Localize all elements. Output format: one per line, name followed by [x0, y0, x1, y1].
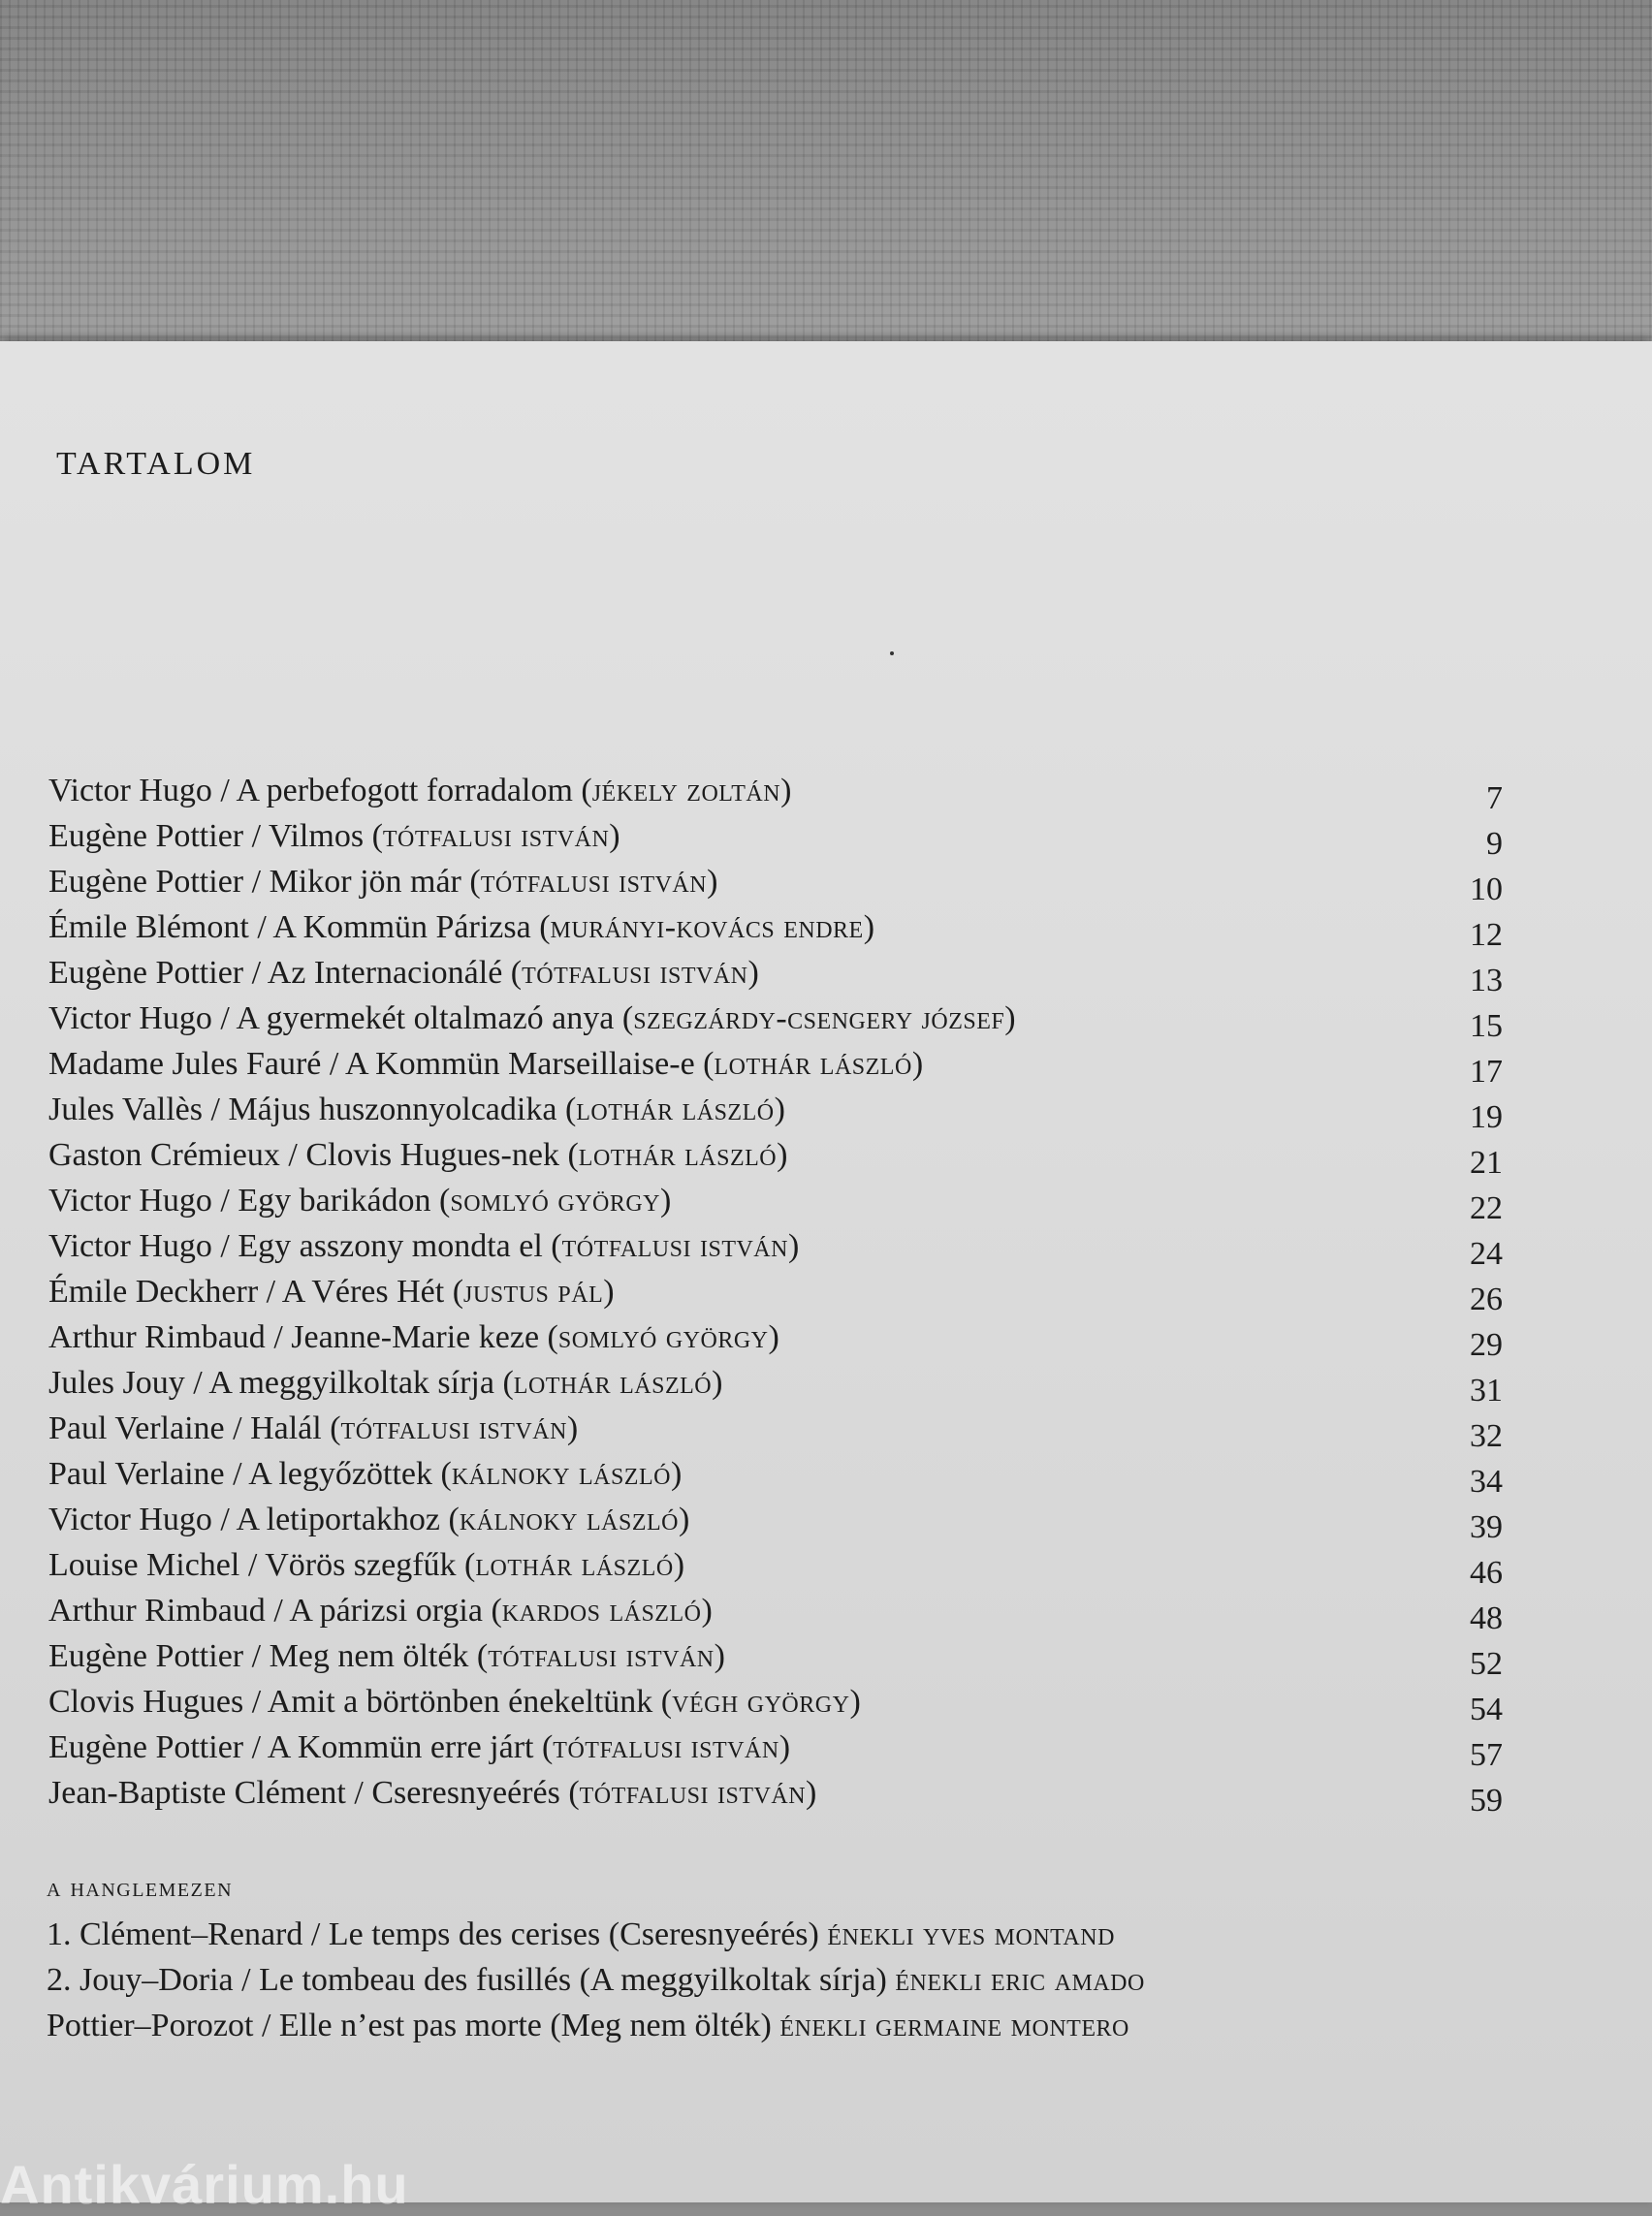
toc-title: Egy asszony mondta el [238, 1228, 543, 1264]
toc-translator: tótfalusi istván [553, 1729, 779, 1765]
toc-row [48, 1132, 1503, 1181]
toc-entry: Eugène Pottier / Az Internacionálé (tótfalusi istván) [48, 955, 759, 991]
toc-translator: kardos lászló [501, 1593, 702, 1629]
track-title: Le tombeau des fusillés (A meggyilkoltak sírja) [259, 1962, 887, 1998]
toc-entry: Victor Hugo / A letiportakhoz (kálnoky lászló) [48, 1502, 690, 1537]
toc-translator: tótfalusi istván [340, 1410, 567, 1446]
toc-entry: Jules Jouy / A meggyilkoltak sírja (lothár lászló) [48, 1365, 723, 1401]
toc-author: Arthur Rimbaud [48, 1593, 266, 1629]
toc-title: A legyőzöttek [248, 1456, 432, 1492]
toc-translator: lothár lászló [714, 1046, 912, 1082]
toc-translator: kálnoky lászló [459, 1502, 679, 1537]
toc-title: A párizsi orgia [289, 1593, 483, 1629]
toc-author: Victor Hugo [48, 1228, 212, 1264]
toc-entry: Paul Verlaine / Halál (tótfalusi istván) [48, 1410, 579, 1446]
toc-translator: murányi-kovács endre [550, 909, 864, 945]
toc-entry: Victor Hugo / Egy asszony mondta el (tótfalusi istván) [48, 1228, 800, 1264]
toc-translator: lothár lászló [578, 1137, 778, 1173]
toc-author: Gaston Crémieux [48, 1137, 280, 1173]
toc-author: Arthur Rimbaud [48, 1319, 266, 1355]
track-composers: Clément–Renard [79, 1916, 303, 1952]
toc-entry: Victor Hugo / A gyermekét oltalmazó anya (szegzárdy-csengery józsef) [48, 1000, 1016, 1036]
record-track: 2. Jouy–Doria / Le tombeau des fusillés (A meggyilkoltak sírja) énekli eric amado [47, 1962, 1145, 1998]
toc-title: A Kommün Párizsa [272, 909, 531, 945]
toc-entry: Émile Deckherr / A Véres Hét (justus pál) [48, 1274, 615, 1310]
toc-entry: Eugène Pottier / Meg nem ölték (tótfalusi istván) [48, 1638, 725, 1674]
toc-translator: végh györgy [672, 1684, 850, 1720]
toc-page-number: 15 [1470, 1008, 1503, 1044]
toc-row [48, 1360, 1503, 1409]
toc-translator: tótfalusi istván [561, 1228, 788, 1264]
toc-row [48, 1451, 1503, 1500]
toc-page-number: 24 [1470, 1236, 1503, 1272]
toc-row [48, 1087, 1503, 1135]
toc-entry: Jean-Baptiste Clément / Cseresnyeérés (tótfalusi istván) [48, 1775, 817, 1811]
toc-page-number: 54 [1470, 1692, 1503, 1727]
book-page [0, 341, 1652, 2215]
toc-entry: Paul Verlaine / A legyőzöttek (kálnoky lászló) [48, 1456, 683, 1492]
toc-translator: kálnoky lászló [451, 1456, 671, 1492]
toc-page-number: 17 [1470, 1054, 1503, 1090]
record-heading: a hanglemezen [47, 1873, 234, 1903]
toc-title: A perbefogott forradalom [236, 773, 573, 808]
toc-row [48, 996, 1503, 1044]
toc-page-number: 57 [1470, 1737, 1503, 1773]
toc-translator: tótfalusi istván [488, 1638, 715, 1674]
track-performer: énekli germaine montero [779, 2008, 1129, 2043]
toc-title: Amit a börtönben énekeltünk [267, 1684, 653, 1720]
toc-entry: Émile Blémont / A Kommün Párizsa (murányi-kovács endre) [48, 909, 875, 945]
toc-title: Az Internacionálé [267, 955, 503, 991]
toc-page-number: 48 [1470, 1600, 1503, 1636]
background-surface [0, 0, 1652, 349]
toc-page-number: 39 [1470, 1509, 1503, 1545]
toc-entry: Eugène Pottier / Vilmos (tótfalusi istván) [48, 818, 620, 854]
record-track: 1. Clément–Renard / Le temps des cerises (Cseresnyeérés) énekli yves montand [47, 1916, 1115, 1952]
toc-title: A Kommün erre járt [267, 1729, 534, 1765]
toc-row [48, 1588, 1503, 1636]
toc-title: Egy barikádon [238, 1183, 431, 1219]
toc-author: Paul Verlaine [48, 1456, 225, 1492]
track-composers: Pottier–Porozot [47, 2008, 254, 2043]
toc-page-number: 32 [1470, 1418, 1503, 1454]
toc-entry: Clovis Hugues / Amit a börtönben énekeltünk (végh györgy) [48, 1684, 861, 1720]
track-number: 2. [47, 1962, 72, 1998]
toc-entry: Arthur Rimbaud / Jeanne-Marie keze (somlyó györgy) [48, 1319, 779, 1355]
toc-translator: lothár lászló [513, 1365, 713, 1401]
toc-row [48, 1497, 1503, 1545]
toc-author: Victor Hugo [48, 1502, 212, 1537]
toc-translator: somlyó györgy [450, 1183, 660, 1219]
toc-page-number: 10 [1470, 871, 1503, 907]
toc-entry: Victor Hugo / Egy barikádon (somlyó györgy) [48, 1183, 672, 1219]
track-title: Le temps des cerises (Cseresnyeérés) [328, 1916, 819, 1952]
toc-entry: Victor Hugo / A perbefogott forradalom (jékely zoltán) [48, 773, 792, 808]
toc-translator: tótfalusi istván [382, 818, 610, 854]
print-speck [890, 651, 894, 655]
toc-page-number: 22 [1470, 1190, 1503, 1226]
toc-title: A meggyilkoltak sírja [208, 1365, 494, 1401]
record-section [47, 1873, 1501, 2048]
watermark: Antikvárium.hu [0, 2154, 409, 2215]
toc-title: A gyermekét oltalmazó anya [236, 1000, 615, 1036]
toc-translator: somlyó györgy [557, 1319, 769, 1355]
toc-title: Jeanne-Marie keze [291, 1319, 540, 1355]
toc-translator: jékely zoltán [591, 773, 781, 808]
toc-page-number: 31 [1470, 1373, 1503, 1409]
toc-page-number: 13 [1470, 963, 1503, 998]
toc-author: Clovis Hugues [48, 1684, 244, 1720]
track-number: 1. [47, 1916, 72, 1952]
toc-translator: tótfalusi istván [522, 955, 748, 991]
toc-author: Victor Hugo [48, 1000, 212, 1036]
toc-author: Jules Jouy [48, 1365, 185, 1401]
toc-row [48, 950, 1503, 996]
toc-author: Émile Blémont [48, 909, 249, 945]
toc-translator: szegzárdy-csengery józsef [633, 1000, 1005, 1036]
toc-page-number: 34 [1470, 1464, 1503, 1500]
toc-page-number: 26 [1470, 1282, 1503, 1317]
toc-translator: lothár lászló [576, 1092, 775, 1127]
toc-author: Victor Hugo [48, 773, 212, 808]
toc-author: Madame Jules Fauré [48, 1046, 322, 1082]
toc-row [48, 1314, 1503, 1363]
toc-author: Paul Verlaine [48, 1410, 225, 1446]
toc-entry: Madame Jules Fauré / A Kommün Marseillaise-e (lothár lászló) [48, 1046, 924, 1082]
toc-row [48, 813, 1503, 862]
page-title: TARTALOM [56, 446, 256, 482]
toc-title: Május huszonnyolcadika [228, 1092, 557, 1127]
toc-title: Vörös szegfűk [265, 1547, 457, 1583]
track-performer: énekli eric amado [895, 1962, 1145, 1998]
toc-row [48, 1633, 1503, 1682]
toc-row [48, 768, 1503, 816]
toc-translator: justus pál [463, 1274, 604, 1310]
track-composers: Jouy–Doria [79, 1962, 234, 1998]
toc-page-number: 12 [1470, 917, 1503, 953]
toc-title: A letiportakhoz [236, 1502, 441, 1537]
toc-row [48, 1770, 1503, 1819]
toc-title: A Kommün Marseillaise-e [344, 1046, 695, 1082]
toc-page-number: 9 [1486, 826, 1503, 862]
toc-author: Eugène Pottier [48, 1638, 244, 1674]
toc-author: Eugène Pottier [48, 864, 244, 900]
toc-page-number: 21 [1470, 1145, 1503, 1181]
toc-row [48, 1041, 1503, 1090]
toc-title: Meg nem ölték [269, 1638, 469, 1674]
toc-author: Eugène Pottier [48, 818, 244, 854]
toc-translator: tótfalusi istván [480, 864, 708, 900]
toc-row [48, 904, 1503, 953]
toc-author: Eugène Pottier [48, 955, 244, 991]
toc-entry: Arthur Rimbaud / A párizsi orgia (kardos lászló) [48, 1593, 713, 1629]
toc-title: A Véres Hét [281, 1274, 445, 1310]
toc-row [48, 1223, 1503, 1272]
toc-row [48, 1725, 1503, 1773]
toc-page-number: 59 [1470, 1783, 1503, 1819]
toc-row [48, 1269, 1503, 1317]
toc-title: Mikor jön már [269, 864, 461, 900]
table-of-contents [48, 768, 1503, 1819]
toc-row [48, 859, 1503, 907]
toc-row [48, 1406, 1503, 1454]
track-list [47, 1912, 1501, 2048]
toc-entry: Gaston Crémieux / Clovis Hugues-nek (lothár lászló) [48, 1137, 788, 1173]
toc-entry: Eugène Pottier / Mikor jön már (tótfalusi istván) [48, 864, 718, 900]
toc-author: Jules Vallès [48, 1092, 203, 1127]
toc-title: Cseresnyeérés [371, 1775, 560, 1811]
toc-row [48, 1542, 1503, 1591]
record-track: Pottier–Porozot / Elle n’est pas morte (Meg nem ölték) énekli germaine montero [47, 2008, 1129, 2043]
toc-row [48, 1178, 1503, 1226]
track-performer: énekli yves montand [827, 1916, 1115, 1952]
toc-entry: Jules Vallès / Május huszonnyolcadika (lothár lászló) [48, 1092, 785, 1127]
toc-page-number: 52 [1470, 1646, 1503, 1682]
toc-author: Jean-Baptiste Clément [48, 1775, 346, 1811]
toc-title: Clovis Hugues-nek [305, 1137, 559, 1173]
toc-author: Louise Michel [48, 1547, 240, 1583]
toc-author: Émile Deckherr [48, 1274, 259, 1310]
toc-page-number: 46 [1470, 1555, 1503, 1591]
toc-page-number: 7 [1486, 780, 1503, 816]
toc-entry: Louise Michel / Vörös szegfűk (lothár lászló) [48, 1547, 685, 1583]
toc-page-number: 29 [1470, 1327, 1503, 1363]
toc-translator: lothár lászló [475, 1547, 674, 1583]
toc-author: Eugène Pottier [48, 1729, 244, 1765]
toc-translator: tótfalusi istván [579, 1775, 807, 1811]
track-title: Elle n’est pas morte (Meg nem ölték) [278, 2008, 772, 2043]
toc-title: Vilmos [268, 818, 365, 854]
toc-author: Victor Hugo [48, 1183, 212, 1219]
toc-entry: Eugène Pottier / A Kommün erre járt (tótfalusi istván) [48, 1729, 791, 1765]
toc-title: Halál [250, 1410, 322, 1446]
toc-row [48, 1679, 1503, 1725]
toc-page-number: 19 [1470, 1099, 1503, 1135]
